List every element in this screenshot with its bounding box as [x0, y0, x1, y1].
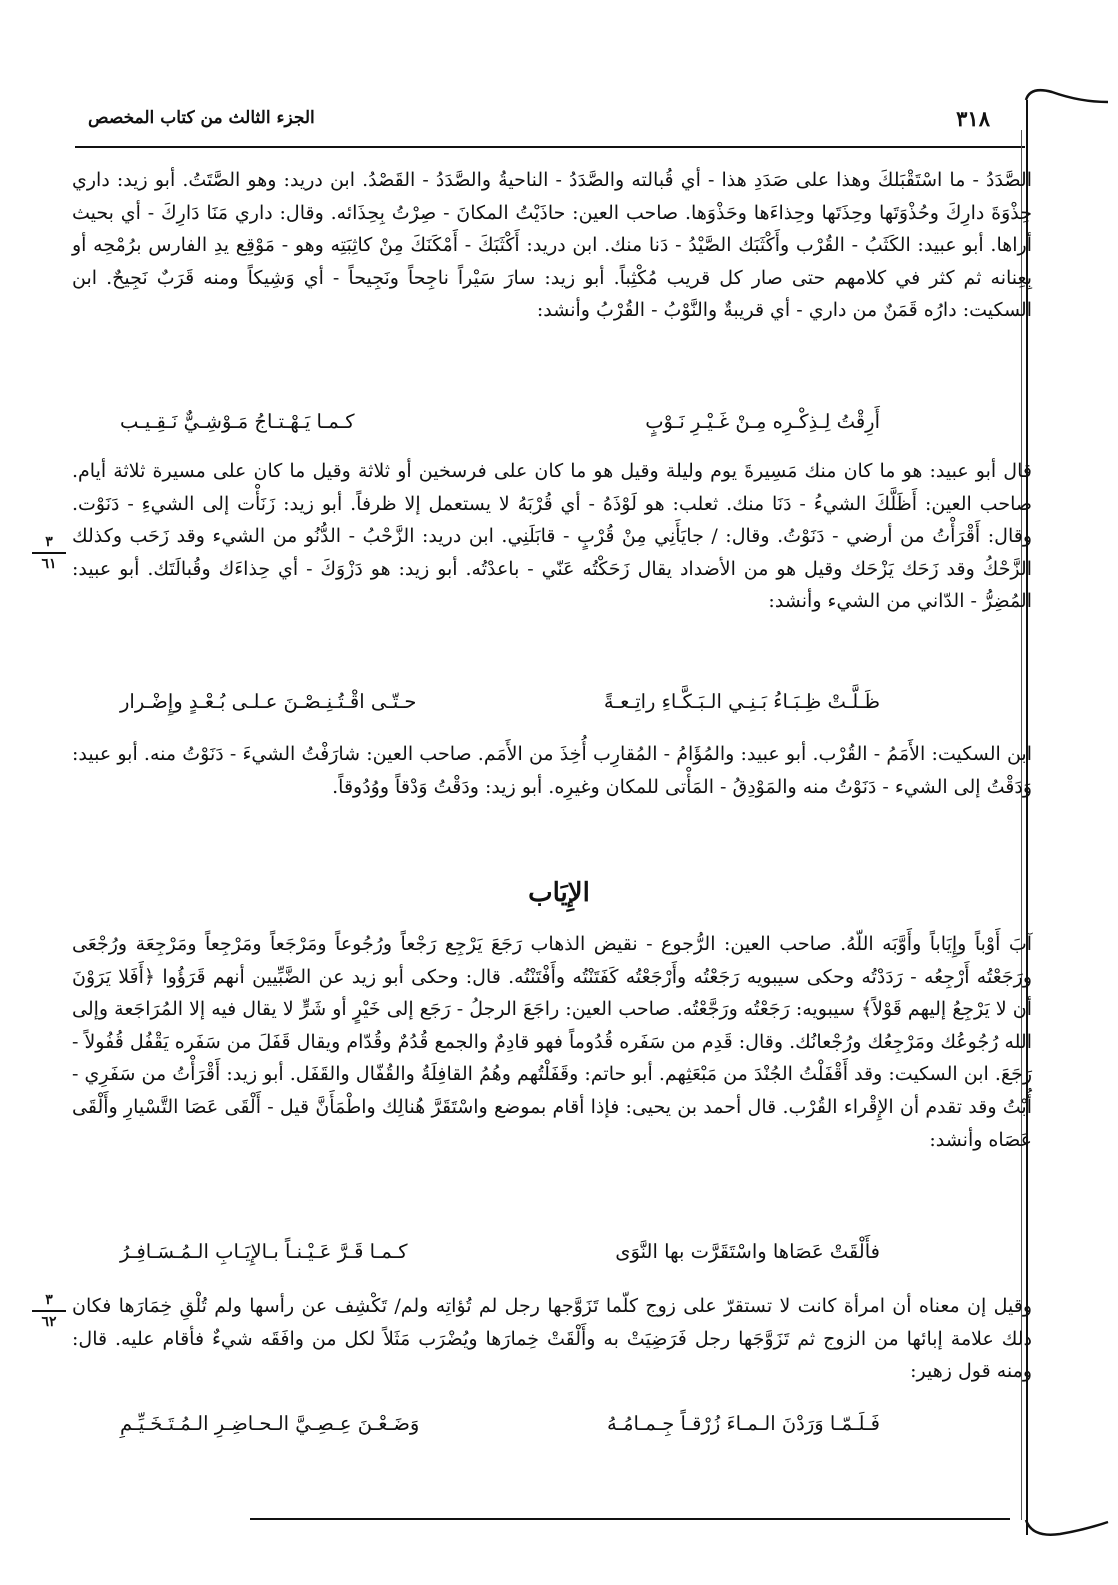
paragraph-4-text: آبَ أَوْباً وإِيَاباً وأَوَّبَه اللّهُ. صاحب العين: الرُّجوع - نقيض الذهاب رَجَعَ يَرْجِع رَجْعاً ورُجُوعاً ومَرْجَعاً ومَرْجِعاً ومَرْجِعَة ورُجْعَى ورَجَعْتُه أَرْجِعُه - رَدَدْتُه وحكى سيبويه رَجَعْتُه وأَرْجَعْتُه كَفَتَنْتُه وأَفْتَنْتُه. قال: وحكى أبو زيد عن الضَّبِّيين أنهم قَرَؤُوا ﴿أَفَلا يَرَوْنَ أن لا يَرْجِعُ إليهم قَوْلاً﴾ سيبويه: رَجَعْتُه ورَجَّعْتُه. صاحب العين: راجَعَ الرجلُ - رَجَع إلى خَيْرٍ أو شَرٍّ لا يقال فيه إلا المُرَاجَعة وإلى الله رُجُوعُك ومَرْجِعُك ورُجْعانُك. وقال: قَدِم من سَفَره قُدُوماً فهو قادِمٌ والجمع قُدُمٌ وقُدّام ويقال قَفَلَ من سَفَره يَقْفُل قُفُولاً - رَجَعَ. ابن السكيت: وقد أَقْفَلْتُ الجُنْدَ من مَبْعَثِهم. أبو حاتم: وقَفَلْتُهم وهُمُ القافِلَةُ والقُفّال والقَفَل. أبو زيد: أَقْرَأْتُ من سَفَرِي - أُبْتُ وقد تقدم أن الإِقْراء القُرْب. قال أحمد بن يحيى: فإذا أقام بموضع واسْتَقَرَّ هُنالِك واطْمَأَنَّ قيل - أَلْقَى عَصَا التَّسْيارِ وأَلْقَى عَصَاه وأنشد: — [72, 933, 1032, 1151]
paragraph-2 — [72, 455, 1032, 618]
verse-4-first-hemistich: فَـلَـمّـا وَرَدْنَ الـمـاءَ زُرْقـاً جِـمـامُـهُ — [606, 1412, 880, 1435]
verse-4-second-hemistich: وَضَـعْـنَ عِـصِـيَّ الـحـاضِـرِ الـمُـتَـخَـيِّـمِ — [120, 1412, 420, 1435]
running-title: الجزء الثالث من كتاب المخصص — [88, 108, 315, 128]
paragraph-3-text: ابن السكيت: الأَمَمُ - القُرْب. أبو عبيد: والمُؤَامُ - المُقارِب أُخِذَ من الأَمَم. صاحب العين: شارَفْتُ الشيءَ - دَنَوْتُ منه. أبو عبيد: وَدَقْتُ إلى الشيء - دَنَوْتُ منه والمَوْدِقُ - المَأْتى للمكان وغيرِه. أبو زيد: ودَقْتُ وَدْقاً ووُدُوقاً. — [72, 743, 1032, 798]
verse-1-first-hemistich: أَرِقْتُ لِـذِكْـرِه مِـنْ غَـيْـرِ نَـوْبٍ — [645, 410, 880, 433]
verse-line-1 — [120, 410, 880, 433]
paragraph-5 — [72, 1290, 1032, 1388]
bottom-corner-ornament — [1000, 1500, 1110, 1545]
verse-line-4 — [120, 1412, 880, 1435]
paragraph-2-text: قال أبو عبيد: هو ما كان منك مَسِيرةَ يوم وليلة وقيل هو ما كان على فرسخين أو ثلاثة وقيل ما كان على مسيرة ثلاثة أيام. صاحب العين: أَظَلَّكَ الشيءُ - دَنَا منك. ثعلب: هو لَوْذَهُ - أي قُرْبَهُ لا يستعمل إلا ظرفاً. أبو زيد: زَنَأْت إلى الشيءِ - دَنَوْت. وقال: أَقْرَأْتُ من أرضي - دَنَوْتُ. وقال: / جايَأَنِي مِنْ قُرْبٍ - قابَلَنِي. ابن دريد: الزَّحْبُ - الدُّنُو من الشيء وقد زَحَب وكذلك الزَّحْكُ وقد زَحَك يَزْحَك وقيل هو من الأضداد يقال زَحَكْتُه عَنّي - باعدْتُه. أبو زيد: هو دَزْوَكَ - أي حِذاءَك وقُبالَتَك. أبو عبيد: المُضِرُّ - الدّاني من الشيء وأنشد: — [72, 460, 1032, 613]
chapter-heading: الإِيَاب — [528, 878, 590, 908]
footer-rule — [250, 1518, 1010, 1520]
paragraph-4 — [72, 928, 1032, 1156]
margin-reference-61: ٣ ٦١ — [32, 534, 66, 572]
header-rule — [75, 146, 1025, 148]
page-header — [80, 100, 1020, 140]
verse-3-first-hemistich: فأَلْقَتْ عَصَاها واسْتَقَرَّت بها النَّوَى — [615, 1240, 880, 1263]
verse-2-first-hemistich: ظَـلَّـتْ ظِـبَـاءُ بَـنِـي الـبَـكَّـاءِ راتِـعـةً — [603, 690, 880, 713]
paragraph-1-text: الصَّدَدُ - ما اسْتَقْبَلكَ وهذا على صَدَدِ هذا - أي قُبالته والصَّدَدُ - الناحيةُ والصَّدَدُ - القَصْدُ. ابن دريد: وهو الصَّتَتُ. أبو زيد: داري حِذْوَةَ دارِكَ وحُذْوَتَها وحِذَتَها وحِذاءَها وحَذْوَها. صاحب العين: حاذَيْتُ المكانَ - صِرْتُ بِحِذَائه. وقال: داري مَنَا دَارِكَ - أي بحيث أراها. أبو عبيد: الكَثَبُ - القُرْب وأَكْثَبَك الصَّيْدُ - دَنا منك. ابن دريد: أَكْثَبَكَ - أَمْكَنَكَ مِنْ كاثِبَتِه وهو - مَوْقِع يدِ الفارس برُمْحِه أو بِعِنانه ثم كثر في كلامهم حتى صار كل قريب مُكْثِباً. أبو زيد: سارَ سَيْراً ناجِحاً ونَجِيحاً - أي وَشِيكاً ومنه قَرَبٌ نَجِيحٌ. ابن السكيت: دارُه قَمَنٌ من داري - أي قريبةٌ والنَّوْبُ - القُرْبُ وأنشد: — [72, 169, 1032, 322]
paragraph-3 — [72, 738, 1032, 803]
verse-line-2 — [120, 690, 880, 713]
paragraph-5-text: وقيل إن معناه أن امرأة كانت لا تستقرّ على زوج كلّما تَزَوَّجها رجل لم تُؤاتِه ولم/ تَكْشِف عن رأسها ولم تُلْقِ خِمَارَها فكان ذلك علامة إبائها من الزوج ثم تَزَوَّجَها رجل فَرَضِيَتْ به وأَلْقَتْ خِمارَها ويُضْرَب مَثَلاً لكل من وافَقَه شيءٌ فأقام عليه. قال: ومنه قول زهير: — [72, 1295, 1032, 1383]
margin-reference-62: ٣ ٦٢ — [32, 1292, 66, 1330]
verse-2-second-hemistich: حـتّـى اقْـتُـنِـصْـنَ عـلـى بُـعْـدٍ وإِضْـرار — [120, 690, 417, 713]
paragraph-1 — [72, 164, 1032, 327]
verse-3-second-hemistich: كـمـا قَـرَّ عَـيْـنـاً بـالإِيَـابِ الـمُـسَـافِـرُ — [120, 1240, 408, 1263]
page-number: ٣١٨ — [956, 106, 990, 131]
verse-line-3 — [120, 1240, 880, 1263]
verse-1-second-hemistich: كـمـا يَـهْـتـاجُ مَـوْشِـيٌّ نَـقِـيـب — [120, 410, 355, 433]
